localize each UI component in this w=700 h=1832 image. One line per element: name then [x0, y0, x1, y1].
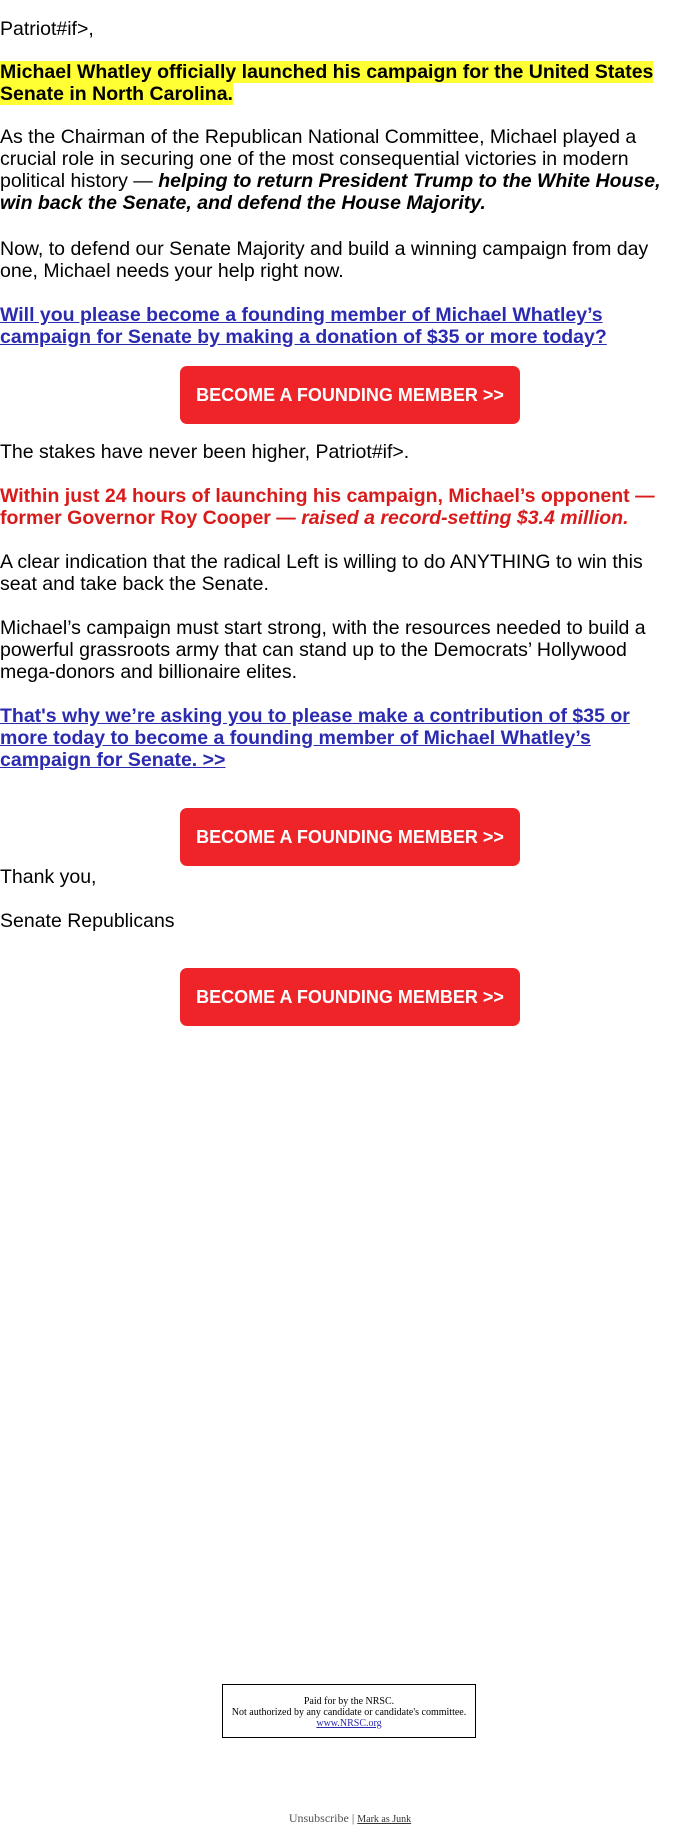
headline — [0, 61, 680, 105]
founding-member-button-3[interactable]: BECOME A FOUNDING MEMBER >> — [180, 968, 520, 1026]
founding-member-button-2[interactable]: BECOME A FOUNDING MEMBER >> — [180, 808, 520, 866]
unsubscribe-link[interactable]: Unsubscribe — [288, 1811, 349, 1825]
chairman-paragraph — [0, 126, 680, 214]
email-footer — [0, 1811, 700, 1826]
paid-for-disclaimer — [222, 1684, 476, 1738]
opponent-paragraph-text: Within just 24 hours of launching his campaign, Michael’s opponent — former Governor Roy Cooper — — [0, 485, 655, 529]
grassroots-paragraph: Michael’s campaign must start strong, with the resources needed to build a powerful grassroots army that can stand up to the Democrats’ Hollywood mega-donors and billionaire elites. — [0, 617, 646, 683]
help-paragraph: Now, to defend our Senate Majority and build a winning campaign from day one, Michael needs your help right now. — [0, 238, 649, 282]
disclaimer-authorization-line: Not authorized by any candidate or candidate's committee. — [231, 1707, 467, 1718]
nrsc-website-link[interactable]: www.NRSC.org — [316, 1718, 382, 1729]
disclaimer-website-line — [223, 1718, 475, 1729]
chairman-paragraph-emphasis: helping to return President Trump to the White House, win back the Senate, and defend the House Majority. — [0, 170, 661, 214]
donation-link-1[interactable]: Will you please become a founding member of Michael Whatley’s campaign for Senate by making a donation of $35 or more today? — [0, 304, 607, 348]
headline-highlight: Michael Whatley officially launched his campaign for the United States Senate in North Carolina. — [0, 61, 654, 105]
indication-paragraph: A clear indication that the radical Left is willing to do ANYTHING to win this seat and take back the Senate. — [0, 551, 643, 595]
contribution-link-paragraph — [0, 705, 680, 771]
mark-as-junk-link[interactable]: Mark as Junk — [357, 1814, 412, 1825]
opponent-paragraph — [0, 485, 680, 529]
thanks-line: Thank you, — [0, 866, 97, 888]
disclaimer-paid-line: Paid for by the NRSC. — [303, 1696, 395, 1707]
signature: Senate Republicans — [0, 910, 175, 932]
donation-link-2[interactable]: That's why we’re asking you to please make a contribution of $35 or more today to become a founding member of Michael Whatley’s campaign for Senate. >> — [0, 705, 630, 771]
greeting: Patriot#if>, — [0, 18, 94, 40]
opponent-paragraph-emphasis: raised a record-setting $3.4 million. — [301, 507, 629, 529]
donation-link-paragraph — [0, 304, 690, 348]
stakes-paragraph: The stakes have never been higher, Patriot#if>. — [0, 441, 410, 463]
chairman-paragraph-text: As the Chairman of the Republican National Committee, Michael played a crucial role in securing one of the most consequential victories in modern political history — — [0, 126, 637, 192]
footer-separator: | — [351, 1811, 355, 1825]
founding-member-button-1[interactable]: BECOME A FOUNDING MEMBER >> — [180, 366, 520, 424]
